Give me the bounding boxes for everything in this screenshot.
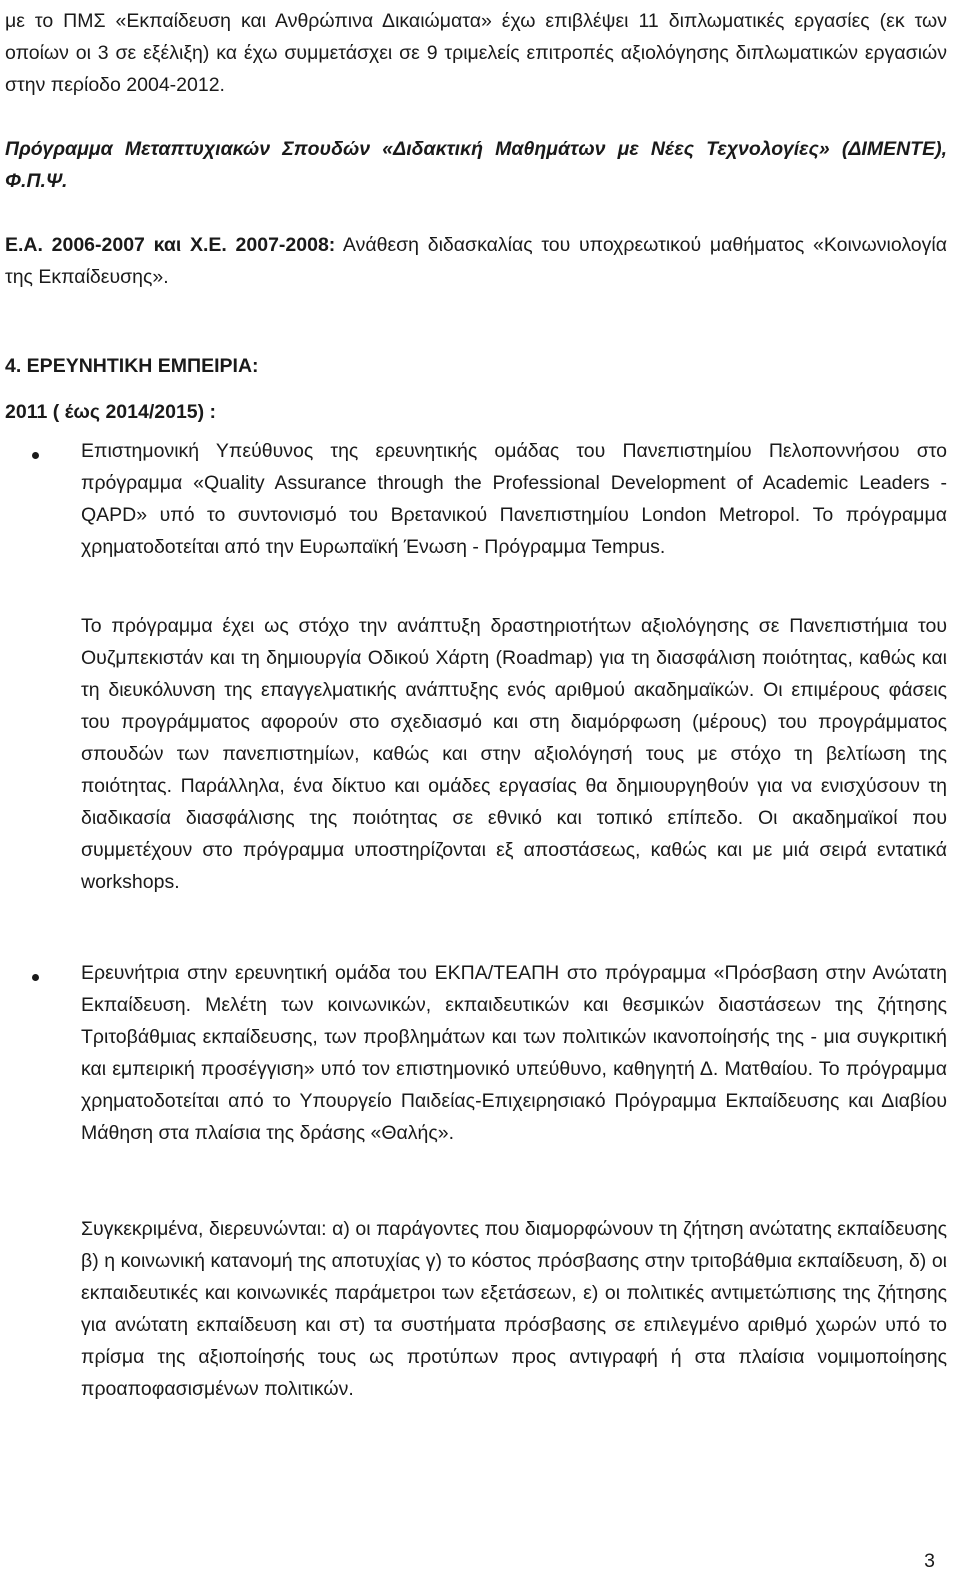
bullet-marker-2 [32, 974, 44, 986]
research-item-qapd: Επιστημονική Υπεύθυνος της ερευνητικής ομάδας του Πανεπιστημίου Πελοποννήσου στο πρόγραμμα «Quality Assurance through the Professional Development of Academic Leaders - QAPD» υπό το συντονισμό του Βρετανικού Πανεπιστημίου London Metropol. Το πρόγραμμα χρηματοδοτείται από την Ευρωπαϊκή Ένωση - Πρόγραμμα Tempus. [81, 440, 947, 558]
research-item-thalis-detail: Συγκεκριμένα, διερευνώνται: α) οι παράγοντες που διαμορφώνουν τη ζήτηση ανώτατης εκπαίδευσης β) η κοινωνική κατανομή της αποτυχίας γ) το κόστος πρόσβασης στην τριτοβάθμια εκπαίδευση, δ) οι εκπαιδευτικές και κοινωνικές παράμετροι των εξετάσεων, ε) οι πολιτικές αντιμετώπισης της ζήτησης για ανώτατη εκπαίδευση και στ) τα συστήματα πρόσβασης σε επιλεγμένο αριθμό χωρών υπό το πρίσμα της αξιοποίησής τους ως προτύπων προς αντιγραφή ή στα πλαίσια νομιμοποίησης προαποφασισμένων πολιτικών. [81, 1218, 947, 1400]
program-heading: Πρόγραμμα Μεταπτυχιακών Σπουδών «Διδακτική Μαθημάτων με Νέες Τεχνολογίες» (ΔΙΜΕΝΤΕ), Φ.Π.Ψ. [5, 138, 947, 192]
teaching-label: Ε.Α. 2006-2007 και Χ.Ε. 2007-2008: [5, 234, 336, 256]
research-item-qapd-detail: Το πρόγραμμα έχει ως στόχο την ανάπτυξη δραστηριοτήτων αξιολόγησης σε Πανεπιστήμια του Ουζμπεκιστάν και τη δημιουργία Οδικού Χάρτη (Roadmap) για τη διασφάλιση ποιότητας, καθώς και τη διευκόλυνση της επαγγελματικής ανάπτυξης ενός αριθμού ακαδημαϊκών. Οι επιμέρους φάσεις του προγράμματος αφορούν στο σχεδιασμό και στη διαμόρφωση (μέρους) του προγράμματος σπουδών των πανεπιστημίων, καθώς και στην αξιολόγησή τους με στόχο τη βελτίωση της ποιότητας. Παράλληλα, ένα δίκτυο και ομάδες εργασίας θα δημιουργηθούν για να ενισχύσουν τη διαδικασία διασφάλισης της ποιότητας σε εθνικό και τοπικό επίπεδο. Οι ακαδημαϊκοί που συμμετέχουν στο πρόγραμμα υποστηρίζονται εξ αποστάσεως, καθώς και με μιά σειρά εντατικά workshops. [81, 615, 947, 893]
teaching-text: Ανάθεση διδασκαλίας του υποχρεωτικού μαθήματος «Κοινωνιολογία της Εκπαίδευσης». [5, 234, 947, 288]
period-heading: 2011 ( έως 2014/2015) : [5, 401, 217, 423]
page-number: 3 [924, 1550, 935, 1572]
section-heading: 4. ΕΡΕΥΝΗΤΙΚΗ ΕΜΠΕΙΡΙΑ: [5, 355, 259, 377]
teaching-paragraph [5, 229, 947, 293]
research-item-thalis: Ερευνήτρια στην ερευνητική ομάδα του ΕΚΠΑ/ΤΕΑΠΗ στο πρόγραμμα «Πρόσβαση στην Ανώτατη Εκπαίδευση. Μελέτη των κοινωνικών, εκπαιδευτικών και θεσμικών διαστάσεων της ζήτησης Τριτοβάθμιας εκπαίδευσης, των προβλημάτων και των πολιτικών ικανοποίησής της - μια συγκριτική και εμπειρική προσέγγιση» υπό τον επιστημονικό υπεύθυνο, καθηγητή Δ. Ματθαίου. Το πρόγραμμα χρηματοδοτείται από το Υπουργείο Παιδείας-Επιχειρησιακό Πρόγραμμα Εκπαίδευσης και Διαβίου Μάθηση στα πλαίσια της δράσης «Θαλής». [81, 962, 947, 1144]
bullet-marker-1 [32, 452, 44, 464]
intro-paragraph: με το ΠΜΣ «Εκπαίδευση και Ανθρώπινα Δικαιώματα» έχω επιβλέψει 11 διπλωματικές εργασίες (εκ των οποίων οι 3 σε εξέλιξη) κα έχω συμμετάσχει σε 9 τριμελείς επιτροπές αξιολόγησης διπλωματικών εργασιών στην περίοδο 2004-2012. [5, 10, 947, 96]
